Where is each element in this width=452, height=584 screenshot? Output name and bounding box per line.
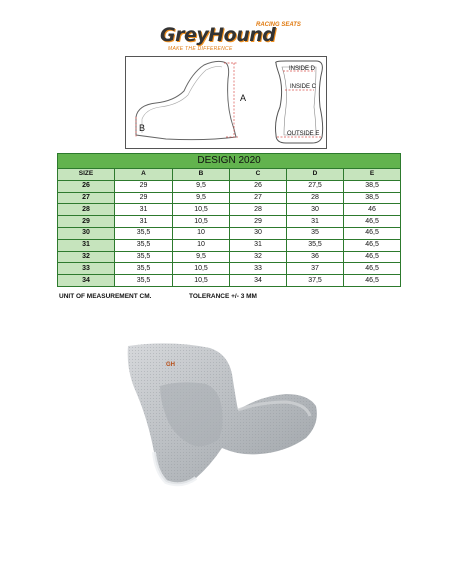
value-cell-c: 31 xyxy=(230,239,287,251)
logo-subline: MAKE THE DIFFERENCE xyxy=(168,46,233,52)
value-cell-d: 37 xyxy=(287,263,344,275)
value-cell-e: 46 xyxy=(344,204,401,216)
value-cell-a: 29 xyxy=(115,192,173,204)
value-cell-d: 28 xyxy=(287,192,344,204)
table-title: DESIGN 2020 xyxy=(58,154,401,169)
value-cell-b: 10,5 xyxy=(173,275,230,287)
size-cell: 26 xyxy=(58,180,115,192)
value-cell-b: 9,5 xyxy=(173,251,230,263)
table-row xyxy=(58,227,401,239)
value-cell-d: 35,5 xyxy=(287,239,344,251)
size-cell: 32 xyxy=(58,251,115,263)
seat-dimension-diagram xyxy=(125,56,327,149)
logo-brand-text: GreyHound xyxy=(160,24,276,46)
value-cell-a: 35,5 xyxy=(115,251,173,263)
table-row xyxy=(58,239,401,251)
table-row xyxy=(58,204,401,216)
size-cell: 30 xyxy=(58,227,115,239)
value-cell-e: 38,5 xyxy=(344,192,401,204)
size-cell: 29 xyxy=(58,216,115,228)
value-cell-a: 31 xyxy=(115,204,173,216)
seat-badge: GH xyxy=(166,362,175,368)
value-cell-e: 46,5 xyxy=(344,239,401,251)
size-cell: 34 xyxy=(58,275,115,287)
table-row xyxy=(58,251,401,263)
value-cell-b: 9,5 xyxy=(173,192,230,204)
value-cell-e: 46,5 xyxy=(344,227,401,239)
value-cell-a: 35,5 xyxy=(115,275,173,287)
table-row xyxy=(58,263,401,275)
value-cell-a: 35,5 xyxy=(115,263,173,275)
value-cell-c: 27 xyxy=(230,192,287,204)
header-size: SIZE xyxy=(58,169,115,181)
table-header-row xyxy=(58,169,401,181)
size-cell: 33 xyxy=(58,263,115,275)
size-cell: 31 xyxy=(58,239,115,251)
header-b: B xyxy=(173,169,230,181)
table-row xyxy=(58,180,401,192)
value-cell-e: 38,5 xyxy=(344,180,401,192)
header-a: A xyxy=(115,169,173,181)
dimension-outside-e-label: OUTSIDE E xyxy=(287,131,320,137)
value-cell-d: 37,5 xyxy=(287,275,344,287)
unit-note: UNIT OF MEASUREMENT CM. xyxy=(59,293,152,300)
value-cell-d: 31 xyxy=(287,216,344,228)
value-cell-b: 10,5 xyxy=(173,216,230,228)
logo-tagline: RACING SEATS xyxy=(256,22,301,28)
value-cell-d: 30 xyxy=(287,204,344,216)
table-row xyxy=(58,275,401,287)
value-cell-a: 29 xyxy=(115,180,173,192)
value-cell-c: 30 xyxy=(230,227,287,239)
value-cell-b: 10 xyxy=(173,227,230,239)
value-cell-e: 46,5 xyxy=(344,263,401,275)
size-cell: 27 xyxy=(58,192,115,204)
seat-photo xyxy=(110,340,326,498)
size-cell: 28 xyxy=(58,204,115,216)
table-body xyxy=(58,180,401,286)
value-cell-e: 46,5 xyxy=(344,251,401,263)
value-cell-d: 36 xyxy=(287,251,344,263)
value-cell-c: 29 xyxy=(230,216,287,228)
value-cell-d: 27,5 xyxy=(287,180,344,192)
tolerance-note: TOLERANCE +/- 3 MM xyxy=(189,293,257,300)
header-c: C xyxy=(230,169,287,181)
value-cell-b: 10,5 xyxy=(173,204,230,216)
table-row xyxy=(58,192,401,204)
value-cell-c: 33 xyxy=(230,263,287,275)
dimension-a-label: A xyxy=(240,93,247,103)
value-cell-c: 28 xyxy=(230,204,287,216)
header-d: D xyxy=(287,169,344,181)
value-cell-e: 46,5 xyxy=(344,275,401,287)
table-row xyxy=(58,216,401,228)
value-cell-b: 10,5 xyxy=(173,263,230,275)
header-e: E xyxy=(344,169,401,181)
value-cell-c: 34 xyxy=(230,275,287,287)
brand-logo xyxy=(160,22,310,54)
dimension-b-label: B xyxy=(139,123,146,133)
dimension-inside-d-label: INSIDE D xyxy=(289,66,316,72)
dimension-inside-c-label: INSIDE C xyxy=(290,84,317,90)
value-cell-e: 46,5 xyxy=(344,216,401,228)
value-cell-d: 35 xyxy=(287,227,344,239)
table-title-row xyxy=(58,154,401,169)
value-cell-b: 9,5 xyxy=(173,180,230,192)
value-cell-b: 10 xyxy=(173,239,230,251)
size-table xyxy=(57,153,401,287)
value-cell-a: 31 xyxy=(115,216,173,228)
value-cell-c: 26 xyxy=(230,180,287,192)
seat-illustration xyxy=(110,340,326,498)
value-cell-a: 35,5 xyxy=(115,227,173,239)
value-cell-c: 32 xyxy=(230,251,287,263)
value-cell-a: 35,5 xyxy=(115,239,173,251)
